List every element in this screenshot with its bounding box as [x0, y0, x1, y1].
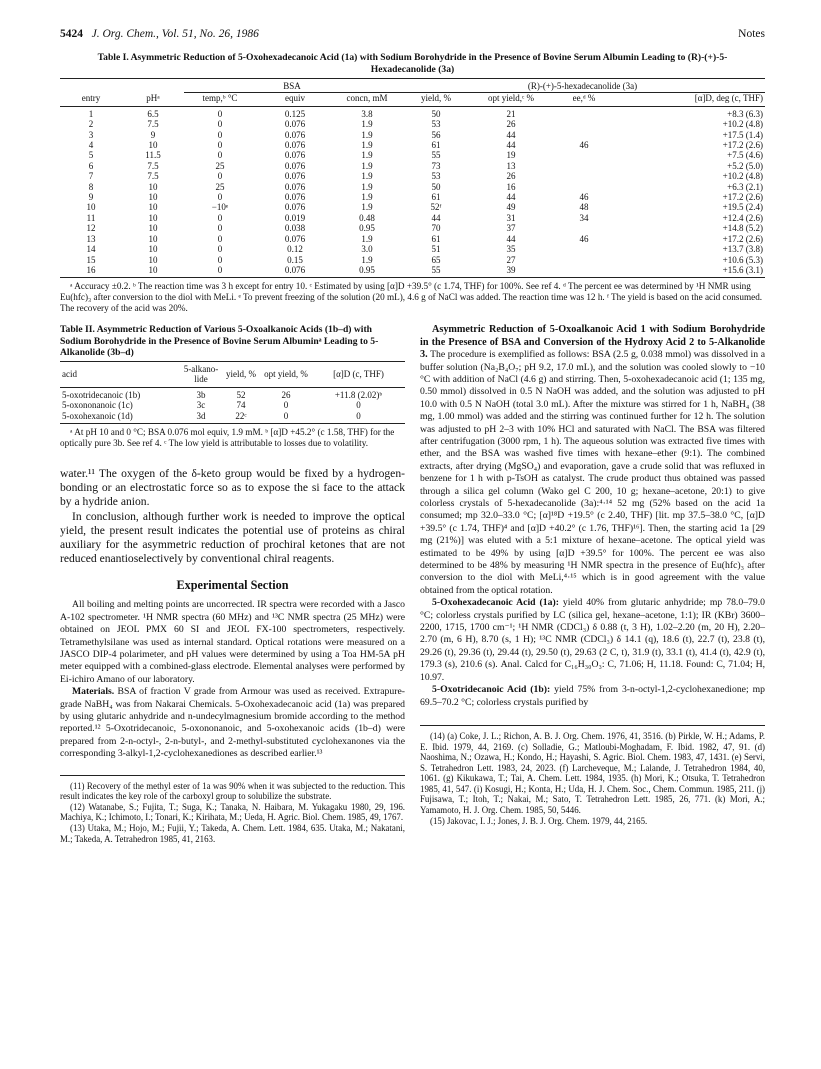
table1-cell: 9 — [150, 129, 156, 140]
table1-cell: 0 — [217, 233, 223, 244]
table1-cell: 0.076 — [284, 160, 306, 171]
table2-col-header: yield, % — [222, 361, 260, 387]
table-row — [60, 255, 765, 265]
table1-cell: 31 — [506, 212, 516, 223]
table1-cell: −10ᵉ — [211, 202, 229, 213]
table1-cell: 0.95 — [359, 223, 375, 234]
table1-cell: 53 — [431, 119, 441, 130]
table2-col-header: [α]D (c, THF) — [312, 361, 405, 387]
table1-cell: 0.076 — [284, 140, 306, 151]
table1-cell: 16 — [506, 181, 516, 192]
table1-cell: 6.5 — [147, 108, 159, 119]
acid-1a-text: yield 40% from glutaric anhydride; mp 78.0–79.0 °C; colorless crystals purified by LC (silica gel, hexane–acetone, 1:1); IR (KBr) 3600–2200, 1715, 1700 cm⁻¹; ¹H NMR (CDCl₃) δ 0.88 (t, 3 H), 1.02–2.20 (m, 20 H), 2.20–2.70 (m, 6 H), 8.70 (s, 1 H); ¹³C NMR (CDCl₃) δ 14.1 (q), 18.6 (t), 22.7 (t), 23.8 (t), 29.26 (t), 29.36 (t), 29.44 (t), 29.50 (t), 29.63 (2 C, t), 31.9 (t), 33.1 (t), 41.4 (t), 42.9 (t), 179.3 (s), 210.6 (s). Anal. Calcd for C₁₆H₃₀O₃: C, 71.06; H, 11.18. Found: C, 71.04; H, 10.97. — [420, 597, 765, 683]
table1-cell — [550, 182, 618, 192]
table1-cell: 61 — [431, 140, 441, 151]
table1-cell: +5.2 (5.0) — [727, 160, 763, 171]
table1-cell: 26 — [506, 171, 516, 182]
table1-cell: 55 — [400, 265, 472, 278]
table1-cell: 21 — [506, 108, 516, 119]
table2-cell: 26 — [281, 389, 291, 400]
table1-cell: 73 — [431, 160, 441, 171]
table1-footnotes: ᵃ Accuracy ±0.2. ᵇ The reaction time was 3 h except for entry 10. ᶜ Estimated by using [α]D +39.5° (c 1.74, THF) for 100%. See ref 4. ᵈ The percent ee was determined by ¹H NMR using Eu(hfc)₃ after conversion to the diol with MeLi. ᵉ To prevent freezing of the solution (20 mL), 4.6 g of NaCl was added. The reaction time was 12 h. ᶠ The yield is based on the acid consumed. The recovery of the acid was 20%. — [60, 281, 763, 314]
table1-cell: 0.076 — [284, 233, 306, 244]
materials-heading: Materials. — [72, 686, 115, 698]
table1-cell: 0.019 — [284, 212, 306, 223]
acid-1a-para — [420, 597, 765, 684]
table1-cell: 8 — [88, 181, 94, 192]
table-row — [60, 400, 405, 410]
right-references — [420, 725, 765, 826]
journal-page — [60, 28, 765, 844]
table1-cell: 15 — [86, 254, 96, 265]
table2-cell: 3b — [196, 389, 206, 400]
right-column — [420, 324, 765, 844]
table2-cell: +11.8 (2.02)ᵇ — [334, 389, 383, 400]
table1-cell: 0 — [217, 223, 223, 234]
table1-cell: 10 — [148, 223, 158, 234]
table1-cell: +8.3 (6.3) — [727, 108, 763, 119]
materials-text: BSA of fraction V grade from Armour was used as received. Extrapure-grade NaBH₄ was from Nakarai Chemicals. 5-Oxohexadecanoic acid (1a) was prepared by using glutaric anhydride and n-undecylmagnesium bromide according to the method reported.¹² 5-Oxotridecanoic, 5-oxononanoic, and 5-oxohexanoic acids (1b–d) were prepared from 2-n-octyl-, 2-n-butyl-, and 2-methyl-substituted cyclohexanones via the corresponding 3-alkyl-1,2-cyclohexanediones as described earlier.¹³ — [60, 686, 405, 760]
table1-cell: +17.2 (2.6) — [722, 192, 763, 203]
table1-cell: 11 — [86, 212, 96, 223]
table1-col-header: pHᵃ — [122, 93, 184, 106]
table1-cell — [550, 265, 618, 278]
table1-cell: 10 — [148, 244, 158, 255]
table1-cell: 10 — [86, 202, 96, 213]
reference-item: (13) Utaka, M.; Hojo, M.; Fujii, Y.; Takeda, A. Chem. Lett. 1984, 635. Utaka, M.; Nakatani, M.; Takeda, A. Tetrahedron 1985, 41, 2163. — [60, 823, 405, 844]
table1-cell: 2 — [88, 119, 94, 130]
table2-col-header: opt yield, % — [260, 361, 312, 387]
procedure-text — [420, 324, 765, 709]
table1-cell: 0 — [217, 150, 223, 161]
table2-cell: 3d — [180, 411, 222, 424]
table1-cell: 1.9 — [361, 140, 373, 151]
table-row — [60, 223, 765, 233]
table1-cell: 0 — [217, 192, 223, 203]
table2-footnotes: ᵃ At pH 10 and 0 °C; BSA 0.076 mol equiv, 1.9 mM. ᵇ [α]D +45.2° (c 1.58, THF) for the optically pure 3b. See ref 4. ᶜ The low yield is attributable to losses due to volatility. — [60, 426, 395, 448]
table1-col-header: [α]D, deg (c, THF) — [618, 93, 765, 106]
table1-cell: 44 — [506, 129, 516, 140]
table1-cell: 1 — [88, 108, 94, 119]
table1-cell: +12.4 (2.6) — [722, 212, 763, 223]
table-row — [60, 140, 765, 150]
table1-cell: +17.2 (2.6) — [722, 140, 763, 151]
table1-cell: +17.5 (1.4) — [722, 129, 763, 140]
table-row — [60, 213, 765, 223]
table1-cell: 3 — [88, 129, 94, 140]
table1-cell: +6.3 (2.1) — [727, 181, 763, 192]
table1-cell: 44 — [506, 192, 516, 203]
table1-cell: +15.6 (3.1) — [618, 265, 765, 278]
table1-col-header: concn, mM — [334, 93, 400, 106]
table1-cell: 12 — [86, 223, 96, 234]
table2-cell: 0 — [356, 400, 361, 411]
table1-cell: 6 — [88, 160, 94, 171]
table-row — [60, 171, 765, 181]
table1-cell — [550, 244, 618, 254]
table1-cell: 5 — [88, 150, 94, 161]
table1-cell: 9 — [88, 192, 94, 203]
table1-cell: 35 — [506, 244, 516, 255]
table1-cell: 0 — [217, 108, 223, 119]
table1-group-product: (R)-(+)-5-hexadecanolide (3a) — [400, 79, 765, 93]
table1-cell: 10 — [148, 181, 158, 192]
table1-cell: 44 — [431, 212, 441, 223]
table1-cell — [550, 130, 618, 140]
table1-cell: 0 — [217, 212, 223, 223]
table1-cell: 1.9 — [361, 119, 373, 130]
running-header — [60, 28, 765, 44]
volume-issue: Vol. 51, No. 26, 1986 — [161, 28, 259, 40]
procedure-body: The procedure is exemplified as follows: BSA (2.5 g, 0.038 mmol) was dissolved in a buffer solution (Na₂B₄O₇; pH 9.2, 17.0 mL), and the solution was cooled slowly to −10 °C with addition of NaCl (4.6 g) and stirring. Then, 5-oxohexadecanoic acid (1; 135 mg, 0.50 mmol) dissolved in 0.5 N NaOH was added, and the solution was adjusted to pH 10.0 with 0.5 N NaOH (total 3.0 mL). After the mixture was stirred for 1 h, NaBH₄ (38 mg, 1.00 mmol) was added and the stirring was continued further for 12 h. The solution was adjusted to pH 2–3 with 10% HCl and saturated with NaCl. The BSA was filtered after centrifugation (3000 rpm, 1 h). The aqueous solution was extracted five times with ether, and the BSA was washed five times with hexane–ether (9:1). The combined extracts, after drying (MgSO₄) and evaporation, gave a crude solid that was refluxed in benzene for 1 h with p-TsOH as catalyst. The crude product thus obtained was passed through a silica gel column (Wako gel C 200, 10 g; hexane–acetone, 20:1) to give colorless crystals of 5-hexadecanolide (3a):⁴·¹⁴ 52 mg (52% based on the acid 1a consumed; mp 32.0–33.0 °C; [α]¹⁸D +19.5° (c 2.40, THF) [lit. mp 37.5–38.0 °C, [α]D +39.5° (c 1.74, THF)⁴ and [α]D +40.2° (c 1.76, THF)¹⁶]. Then, the starting acid 1a [29 mg (21%)] was eluted with a 5:1 mixture of hexane–acetone. The optical yield was estimated to be 49% by using [α]D +39.5° for 100%. The percent ee was also determined to be 48% by measuring ¹H NMR spectra in the presence of Eu(hfc)₃ after conversion to the diol with MeLi,⁴·¹⁵ which is in good agreement with the value obtained from the optical rotation. — [420, 349, 765, 596]
table1-cell: 0.076 — [284, 192, 306, 203]
section-label: Notes — [738, 28, 765, 40]
table1-cell: 26 — [506, 119, 516, 130]
table1-cell: 10 — [148, 254, 158, 265]
table1-cell: 10 — [122, 265, 184, 278]
table1-cell: +14.8 (5.2) — [722, 223, 763, 234]
table1-cell: +10.6 (5.3) — [722, 254, 763, 265]
table1-cell: 53 — [431, 171, 441, 182]
table1-cell: +7.5 (4.6) — [727, 150, 763, 161]
table1-cell: +17.2 (2.6) — [722, 233, 763, 244]
journal-name: J. Org. Chem., — [91, 28, 159, 40]
table-row — [60, 202, 765, 212]
table1-cell: 1.9 — [361, 129, 373, 140]
table-row — [60, 244, 765, 254]
table1-cell: 56 — [431, 129, 441, 140]
table2-cell: 0 — [312, 411, 405, 424]
table1-cell: 25 — [215, 181, 225, 192]
procedure-para — [420, 324, 765, 597]
table1-cell: 7.5 — [147, 160, 159, 171]
reference-item: (12) Watanabe, S.; Fujita, T.; Suga, K.; Tanaka, N. Haibara, M. Yukagaku 1980, 29, 196. Machiya, K.; Ichimoto, I.; Tonari, K.; Kirihata, M.; Ueda, H. Agric. Biol. Chem. 1985, 49, 1767. — [60, 801, 405, 823]
table1-cell: 0 — [217, 171, 223, 182]
table1-cell: 0.95 — [334, 265, 400, 278]
table1-cell: 1.9 — [361, 192, 373, 203]
table1-cell: +19.5 (2.4) — [722, 202, 763, 213]
table1-cell: 1.9 — [361, 202, 373, 213]
experimental-section-title: Experimental Section — [176, 578, 289, 593]
table1-cell: 0.076 — [284, 171, 306, 182]
table1-cell: 0 — [217, 129, 223, 140]
table1-cell: 13 — [86, 233, 96, 244]
table1-cell — [550, 119, 618, 129]
acid-1b-heading: 5-Oxotridecanoic Acid (1b): — [432, 684, 551, 696]
table1-cell: 0.076 — [256, 265, 334, 278]
experimental-para-1: All boiling and melting points are uncorrected. IR spectra were recorded with a Jasco A-102 spectrometer. ¹H NMR spectra (60 MHz) and ¹³C NMR spectra (25 MHz) were obtained on JEOL PMX 60 SI and JEOL FX-100 spectrometers, respectively. Tetramethylsilane was used as internal standard. Optical rotations were measured on a JASCO DIP-4 polarimeter, and pH values were determined by using a Toa HM-5A pH meter equipped with a combined-glass electrode. Elemental analyses were performed by Ei-ichiro Amano of our laboratory. — [60, 599, 405, 685]
table-row — [60, 130, 765, 140]
procedure-heading: Asymmetric Reduction of 5-Oxoalkanoic Acid 1 with Sodium Borohydride in the Presence of BSA and Conversion of the Hydroxy Acid 2 to 5-Alkanolide 3. — [420, 324, 765, 361]
table2-cell: 52 — [236, 389, 246, 400]
table2-cell: 0 — [260, 411, 312, 424]
discussion-text — [60, 467, 405, 566]
table1-cell: 65 — [431, 254, 441, 265]
table-row — [60, 106, 765, 119]
table1-cell: 0 — [217, 140, 223, 151]
table-row — [60, 411, 405, 424]
acid-1b-para — [420, 684, 765, 709]
discussion-para-2: In conclusion, although further work is needed to improve the optical yield, the present result indicates the potential use of proteins as chiral auxiliary for the asymmetric reduction of prochiral ketones that are not reduced enantioselectively by conventional chiral reagents. — [60, 509, 405, 566]
table1-col-header: ee,ᵈ % — [550, 93, 618, 106]
table1-cell: 46 — [579, 140, 589, 151]
table1-cell: +10.2 (4.8) — [722, 119, 763, 130]
table1-cell: 3.8 — [361, 108, 373, 119]
table1-cell: 10 — [148, 212, 158, 223]
table1-cell: 61 — [431, 192, 441, 203]
table1-cell: 0.076 — [284, 129, 306, 140]
table1-cell: 34 — [579, 212, 589, 223]
table-row — [60, 150, 765, 160]
table-row — [60, 192, 765, 202]
table1-cell: 61 — [431, 233, 441, 244]
table-row — [60, 234, 765, 244]
table1-cell: 55 — [431, 150, 441, 161]
table1-cell: 11.5 — [145, 150, 161, 161]
table1-cell: 13 — [506, 160, 516, 171]
table1-cell: 50 — [431, 181, 441, 192]
table1-cell: 48 — [579, 202, 589, 213]
table1-cell: 49 — [506, 202, 516, 213]
table2-cell: 22ᶜ — [222, 411, 260, 424]
table1-cell: 70 — [431, 223, 441, 234]
table1-col-header: yield, % — [400, 93, 472, 106]
table1-cell: 1.9 — [361, 181, 373, 192]
table-row — [60, 161, 765, 171]
table1-cell: 7 — [88, 171, 94, 182]
table2-cell: 0 — [283, 400, 289, 411]
table1-cell: 3.0 — [361, 244, 373, 255]
table1-cell — [550, 161, 618, 171]
table2-cell: 5-oxononanoic (1c) — [62, 400, 133, 411]
table1-cell: 0.038 — [284, 223, 306, 234]
table1-cell: 0 — [184, 265, 256, 278]
table1-group-bsa: BSA — [184, 79, 400, 93]
page-number: 5424 — [60, 28, 83, 40]
table1-cell: 0.15 — [287, 254, 303, 265]
table1-cell: 10 — [148, 233, 158, 244]
table1-cell: 39 — [472, 265, 550, 278]
table1-col-header: equiv — [256, 93, 334, 106]
left-references — [60, 775, 405, 845]
reference-item: (11) Recovery of the methyl ester of 1a was 90% when it was subjected to the reduction. This result indicates the key role of the carboxyl group to solubilize the substrate. — [60, 780, 405, 802]
table1-cell: 0 — [217, 254, 223, 265]
acid-1a-heading: 5-Oxohexadecanoic Acid (1a): — [432, 597, 559, 609]
table1-caption: Table I. Asymmetric Reduction of 5-Oxohexadecanoic Acid (1a) with Sodium Borohydride in the Presence of Bovine Serum Albumin Leading to (R)-(+)-5-Hexadecanolide (3a) — [97, 52, 728, 75]
table1-cell — [550, 106, 618, 119]
table1-cell — [550, 150, 618, 160]
table1-cell: 44 — [506, 140, 516, 151]
table1-cell: 1.9 — [361, 160, 373, 171]
table1 — [60, 78, 765, 278]
table1-cell: 0 — [217, 244, 223, 255]
table1-cell: 51 — [431, 244, 441, 255]
table1-cell: 0.48 — [359, 212, 375, 223]
table1-cell: 0.076 — [284, 119, 306, 130]
left-column — [60, 324, 405, 844]
table1-col-header: temp,ᵇ °C — [184, 93, 256, 106]
table1-cell — [550, 255, 618, 265]
table1-cell: 4 — [88, 140, 94, 151]
header-left — [60, 28, 259, 40]
table1-cell: 0 — [217, 119, 223, 130]
table2-cell: 74 — [236, 400, 246, 411]
table2-col-header: 5-alkano- lide — [180, 361, 222, 387]
discussion-para-1: water.¹¹ The oxygen of the δ-keto group would be fixed by a hydrogen-bonding or an electrostatic force so as to expose the si face to the attack by a hydride anion. — [60, 466, 405, 509]
table1-col-header: opt yield,ᶜ % — [472, 93, 550, 106]
table1-cell: 1.9 — [361, 233, 373, 244]
table1-cell: 0.076 — [284, 181, 306, 192]
table1-cell: 10 — [148, 202, 158, 213]
table1-cell: 37 — [506, 223, 516, 234]
table1-cell: 52ᶠ — [430, 202, 442, 213]
table1-cell: 0.076 — [284, 150, 306, 161]
table1-cell: +10.2 (4.8) — [722, 171, 763, 182]
table1-cell: 16 — [60, 265, 122, 278]
table1-cell: 1.9 — [361, 150, 373, 161]
table-row — [60, 387, 405, 400]
table1-cell: 0.076 — [284, 202, 306, 213]
table1-cell: 46 — [579, 192, 589, 203]
table1-cell: 46 — [579, 233, 589, 244]
table2-cell: 5-oxohexanoic (1d) — [60, 411, 180, 424]
table-row — [60, 265, 765, 278]
table1-cell: 14 — [86, 244, 96, 255]
table1-cell: 10 — [148, 192, 158, 203]
table-row — [60, 119, 765, 129]
experimental-text — [60, 599, 405, 760]
table1-cell — [550, 223, 618, 233]
table1-cell: 19 — [506, 150, 516, 161]
table2 — [60, 361, 405, 424]
table2-col-header: acid — [60, 361, 180, 387]
table1-cell: 7.5 — [147, 119, 159, 130]
table-row — [60, 182, 765, 192]
acid-1b-text: yield 75% from 3-n-octyl-1,2-cyclohexanedione; mp 69.5–70.2 °C; colorless crystals purified by — [420, 684, 765, 708]
table1-cell: 7.5 — [147, 171, 159, 182]
reference-item: (15) Jakovac, I. J.; Jones, J. B. J. Org. Chem. 1979, 44, 2165. — [430, 815, 648, 826]
table1-cell: 0.12 — [287, 244, 303, 255]
table1-cell: 1.9 — [361, 254, 373, 265]
table1-cell: 0.125 — [284, 108, 306, 119]
table2-caption: Table II. Asymmetric Reduction of Various 5-Oxoalkanoic Acids (1b–d) with Sodium Borohydride in the Presence of Bovine Serum Albuminᵃ Leading to 5-Alkanolide (3b–d) — [60, 324, 379, 358]
materials-para — [60, 686, 405, 760]
reference-item: (14) (a) Coke, J. L.; Richon, A. B. J. Org. Chem. 1976, 41, 3516. (b) Pirkle, W. H.; Adams, P. E. Ibid. 1979, 44, 2169. (c) Solladie, G.; Matloubi-Moghadam, F. Ibid. 1982, 47, 91. (d) Naoshima, N.; Ozawa, H.; Kondo, H.; Hayashi, S. Agric. Biol. Chem. 1983, 47, 1431. (e) Servi, S. Tetrahedron Lett. 1983, 24, 2023. (f) Larcheveque, M.; Lalande, J. Tetrahedron 1984, 40, 1061. (g) Kikukawa, T.; Tai, A. Chem. Lett. 1984, 1935. (h) Mori, K.; Otsuka, T. Tetrahedron 1985, 41, 547. (i) Kosugi, H.; Konta, H.; Uda, H. J. Chem. Soc., Chem. Commun. 1985, 211. (j) Fujisawa, T.; Itoh, T.; Nakai, M.; Sato, T. Tetrahedron Lett. 1985, 26, 771. (k) Mori, A.; Yamamoto, H. J. Org. Chem. 1985, 50, 5446. — [420, 730, 765, 816]
table1-cell: 10 — [148, 140, 158, 151]
table1-col-header: entry — [60, 93, 122, 106]
table1-cell: 50 — [431, 108, 441, 119]
table1-cell: 25 — [215, 160, 225, 171]
table2-cell: 3c — [196, 400, 206, 411]
table1-cell: 1.9 — [361, 171, 373, 182]
table1-cell: 27 — [506, 254, 516, 265]
table2-cell: 5-oxotridecanoic (1b) — [62, 389, 141, 400]
table1-cell: 44 — [506, 233, 516, 244]
table1-cell: +13.7 (3.8) — [722, 244, 763, 255]
table1-cell — [550, 171, 618, 181]
